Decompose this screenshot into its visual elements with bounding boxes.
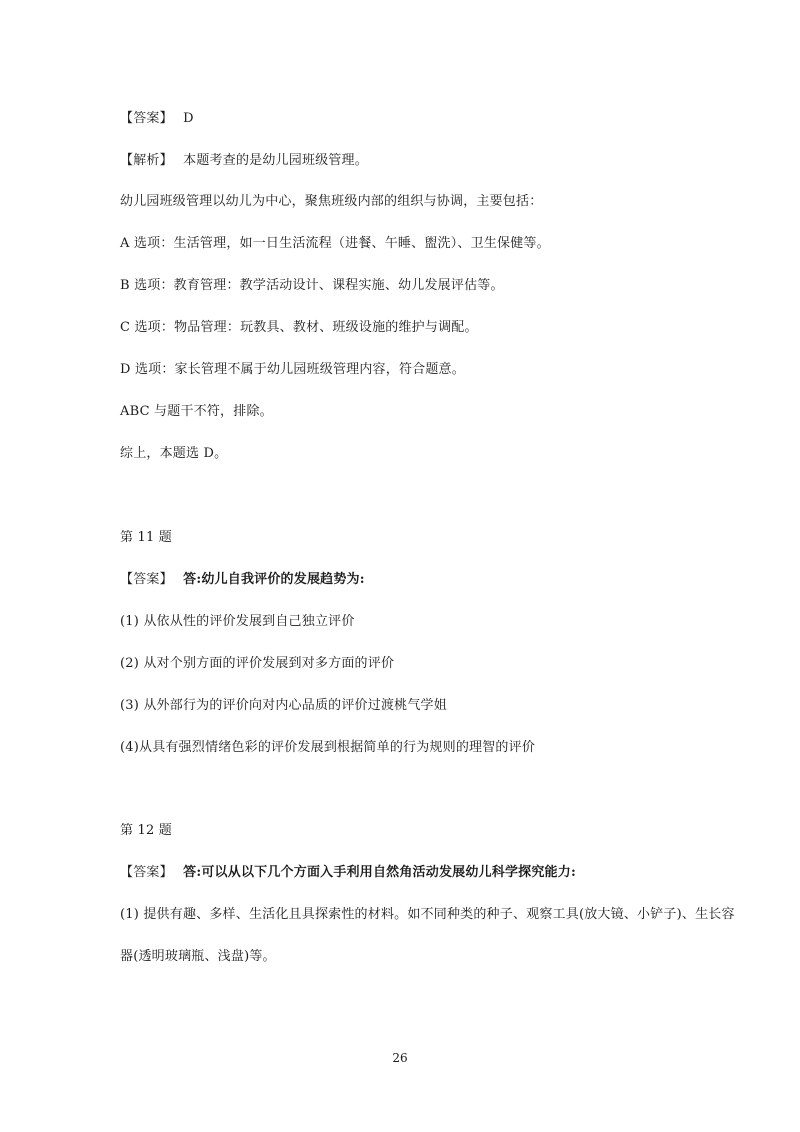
answer-value: D — [183, 111, 194, 126]
analysis-line — [120, 153, 368, 169]
question-11-answer-line — [120, 572, 365, 588]
answer-tag: 【答案】 — [120, 111, 173, 126]
answer-tag: 【答案】 — [120, 572, 173, 587]
question-11-item-1: (1) 从依从性的评价发展到自己独立评价 — [120, 614, 355, 629]
option-a-text: A 选项：生活管理，如一日生活流程（进餐、午睡、盥洗）、卫生保健等。 — [120, 236, 550, 251]
exclude-text: ABC 与题干不符，排除。 — [120, 404, 273, 419]
question-12-item-1-line-1: (1) 提供有趣、多样、生活化且具探索性的材料。如不同种类的种子、观察工具(放大镜、小铲子)、生长容 — [120, 907, 735, 922]
answer-intro: 答:幼儿自我评价的发展趋势为: — [183, 572, 365, 587]
answer-line — [120, 111, 194, 127]
option-d-text: D 选项：家长管理不属于幼儿园班级管理内容，符合题意。 — [120, 362, 465, 377]
option-c-text: C 选项：物品管理：玩教具、教材、班级设施的维护与调配。 — [120, 320, 478, 335]
question-11-heading: 第 11 题 — [120, 530, 173, 545]
option-b-text: B 选项：教育管理：教学活动设计、课程实施、幼儿发展评估等。 — [120, 278, 504, 293]
analysis-tag: 【解析】 — [120, 153, 173, 168]
page-number: 26 — [392, 1051, 408, 1065]
question-11-item-3: (3) 从外部行为的评价向对内心品质的评价过渡桃气学姐 — [120, 698, 447, 713]
answer-tag: 【答案】 — [120, 865, 173, 880]
analysis-intro: 幼儿园班级管理以幼儿为中心，聚焦班级内部的组织与协调，主要包括： — [120, 194, 543, 209]
summary-text: 综上，本题选 D。 — [120, 446, 228, 461]
answer-intro: 答:可以从以下几个方面入手利用自然角活动发展幼儿科学探究能力: — [183, 865, 576, 880]
question-12-heading: 第 12 题 — [120, 823, 173, 838]
question-11-item-2: (2) 从对个别方面的评价发展到对多方面的评价 — [120, 656, 395, 671]
question-11-item-4: (4)从具有强烈情绪色彩的评价发展到根据简单的行为规则的理智的评价 — [120, 740, 536, 755]
analysis-text: 本题考查的是幼儿园班级管理。 — [183, 153, 368, 168]
question-12-item-1-line-2: 器(透明玻璃瓶、浅盘)等。 — [120, 949, 276, 964]
question-12-answer-line — [120, 865, 576, 881]
